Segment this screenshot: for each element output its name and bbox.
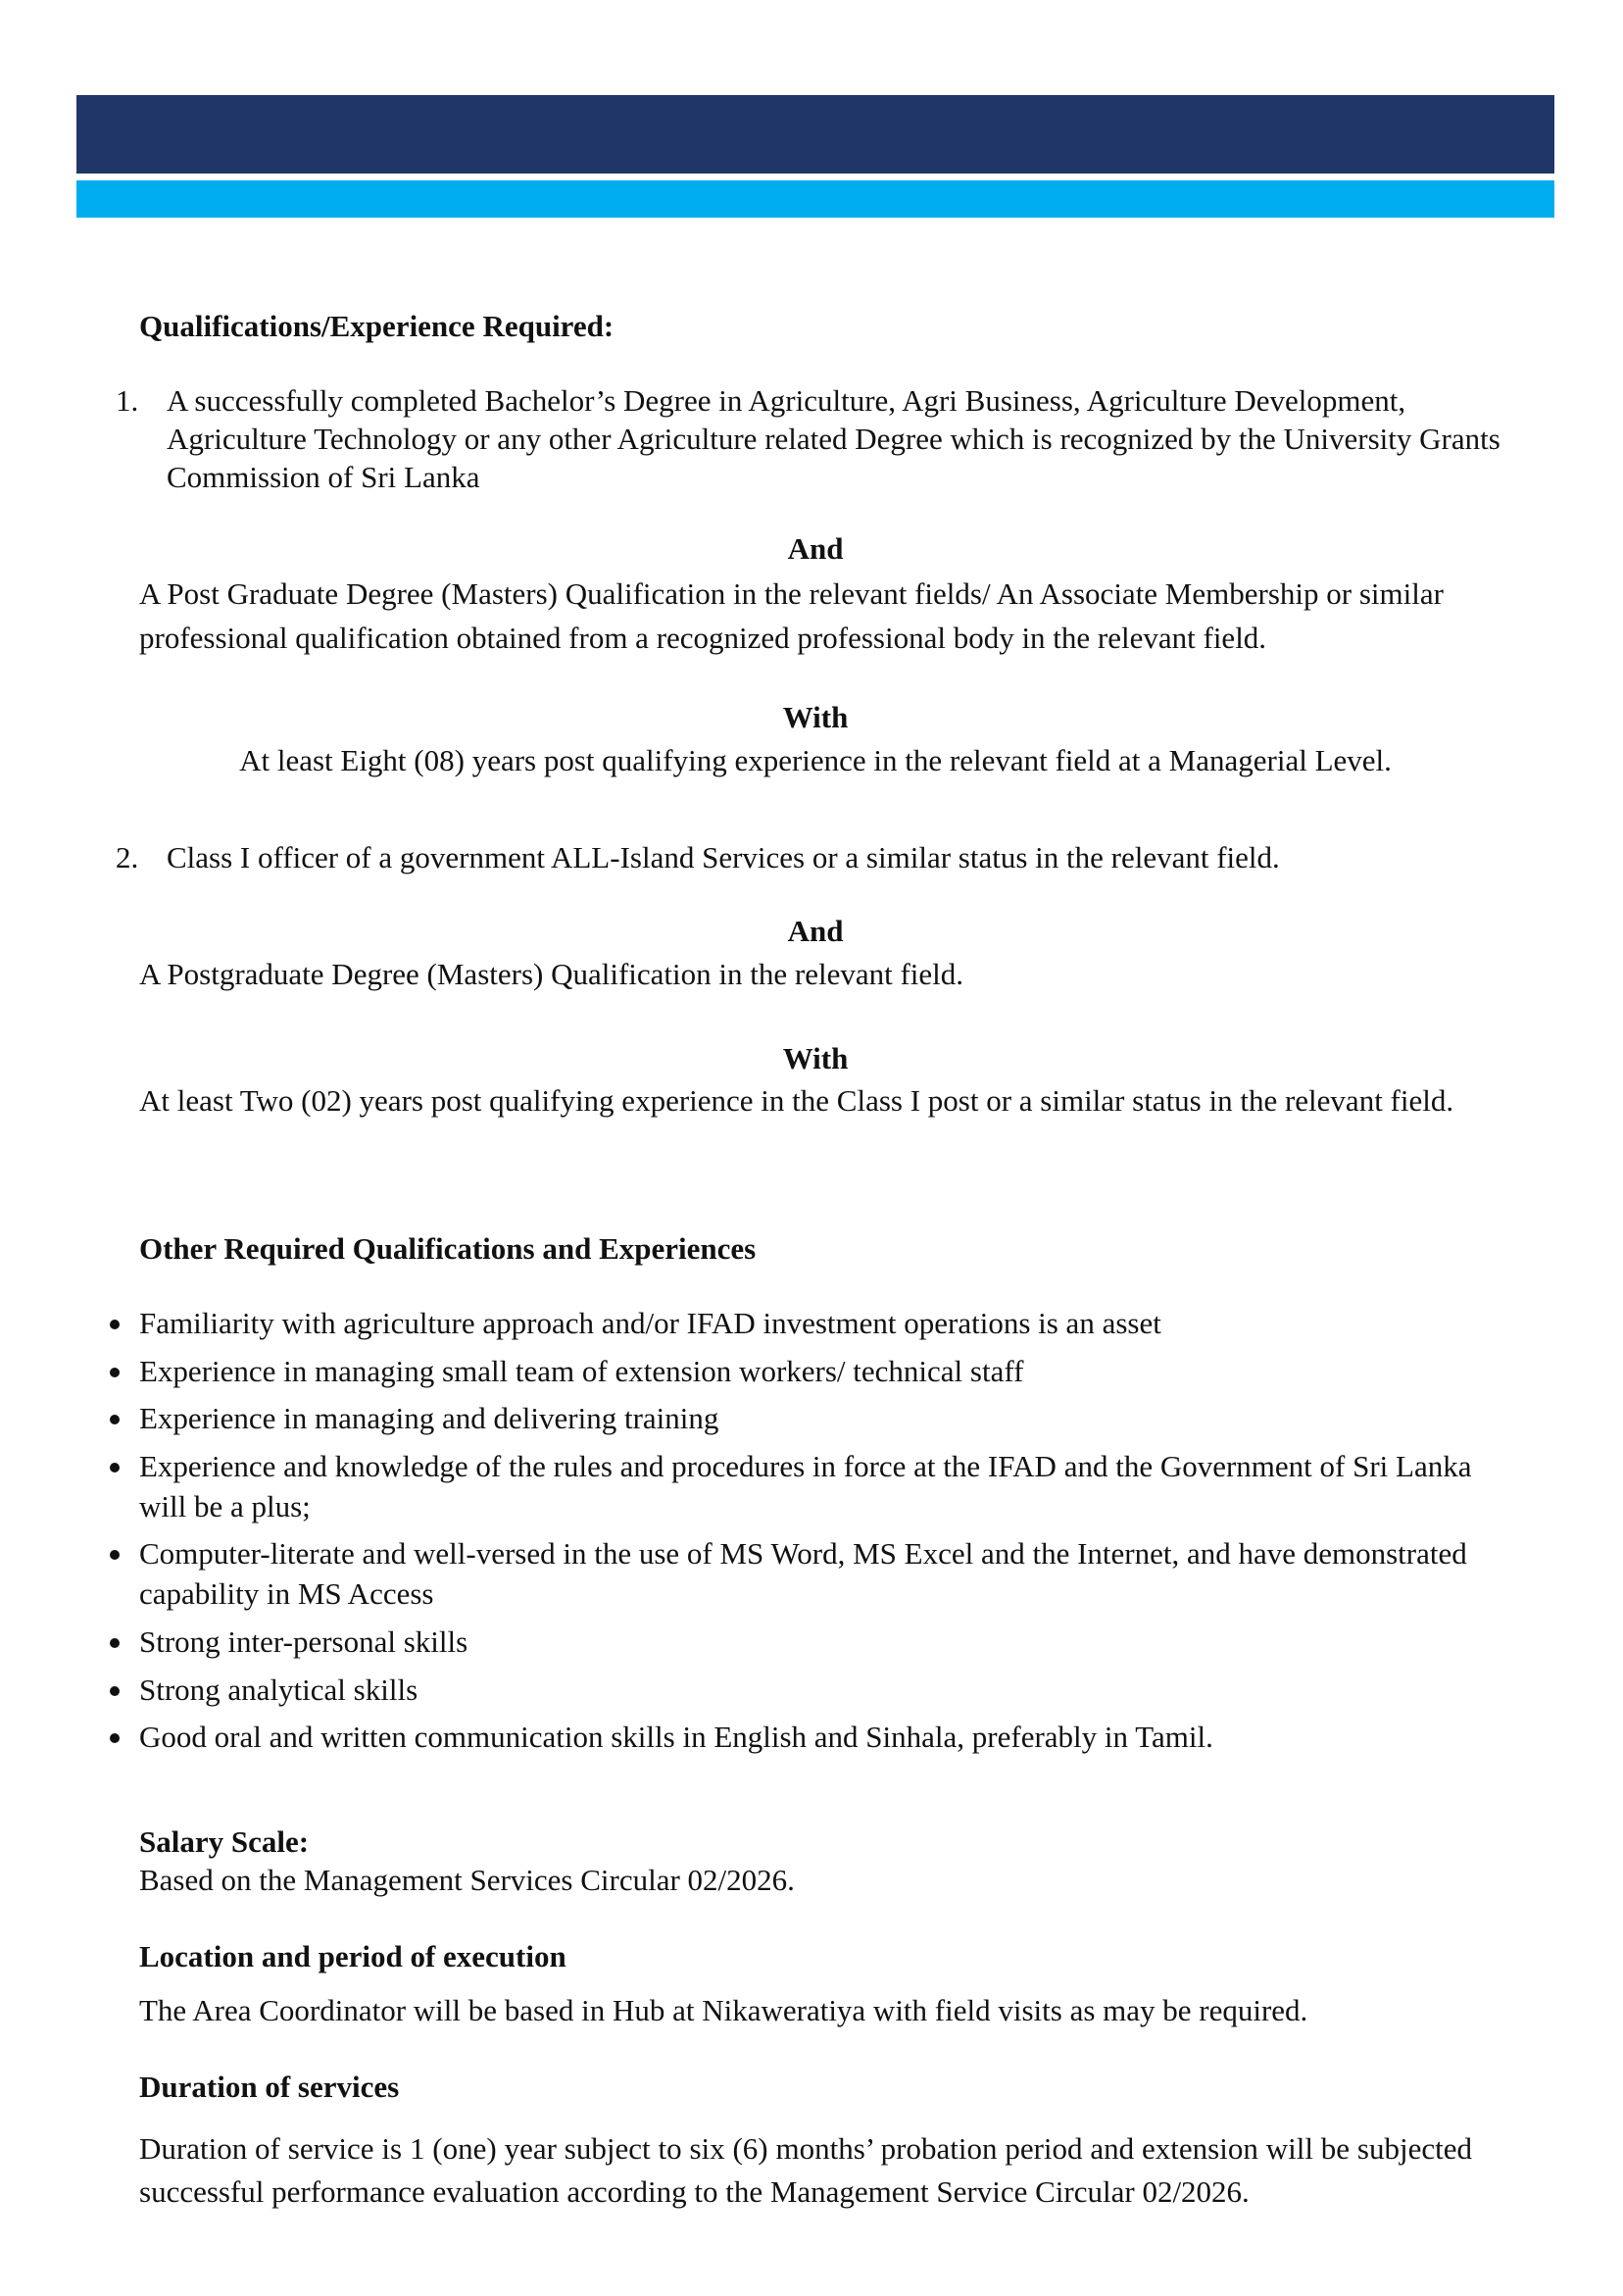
location-text: The Area Coordinator will be based in Hub at Nikaweratiya with field visits as may be required.: [139, 1993, 1308, 2027]
list-item: Experience and knowledge of the rules and procedures in force at the IFAD and the Government of Sri Lanka will be a plus;: [110, 1446, 1521, 1526]
header-band-light: [76, 180, 1554, 218]
option-2-and-label: And: [787, 914, 844, 948]
duration-heading: Duration of services: [139, 2070, 400, 2104]
option-1-number: 1.: [116, 383, 139, 418]
header-band-dark: [76, 95, 1554, 174]
list-item: Computer-literate and well-versed in the use of MS Word, MS Excel and the Internet, and have demonstrated capability in MS Access: [110, 1533, 1521, 1614]
bullet-icon: [110, 1463, 120, 1472]
option-2-with-text: At least Two (02) years post qualifying experience in the Class I post or a similar status in the relevant field.: [139, 1083, 1454, 1118]
option-2-and-text: A Postgraduate Degree (Masters) Qualification in the relevant field.: [139, 957, 964, 991]
option-1-and-label: And: [787, 531, 844, 566]
option-1-and-text: A Post Graduate Degree (Masters) Qualification in the relevant fields/ An Associate Membership or similar professional qualification obtained from a recognized professional body in the relevant field.: [139, 576, 1444, 655]
salary-heading: Salary Scale:: [139, 1824, 310, 1859]
salary-text: Based on the Management Services Circular 02/2026.: [139, 1863, 795, 1897]
bullet-icon: [110, 1320, 120, 1329]
option-1-text: A successfully completed Bachelor’s Degree in Agriculture, Agri Business, Agriculture Development, Agriculture Technology or any other Agriculture related Degree which is recognized by the University Grants Commission of Sri Lanka: [167, 383, 1500, 494]
bullet-icon: [110, 1733, 120, 1743]
bullet-icon: [110, 1368, 120, 1377]
list-item: Strong analytical skills: [110, 1670, 1521, 1710]
option-2-with-label: With: [782, 1041, 849, 1075]
list-item: Experience in managing small team of extension workers/ technical staff: [110, 1351, 1521, 1391]
list-item: Good oral and written communication skills in English and Sinhala, preferably in Tamil.: [110, 1717, 1521, 1757]
list-item: Strong inter-personal skills: [110, 1622, 1521, 1662]
other-qualifications-list: [110, 1303, 1521, 1765]
duration-text: Duration of service is 1 (one) year subject to six (6) months’ probation period and extension will be subjected successful performance evaluation according to the Management Service Circular 02/2026.: [139, 2131, 1472, 2209]
bullet-icon: [110, 1550, 120, 1560]
bullet-icon: [110, 1638, 120, 1648]
location-heading: Location and period of execution: [139, 1939, 566, 1973]
other-qualifications-heading: Other Required Qualifications and Experiences: [139, 1231, 757, 1266]
bullet-icon: [110, 1415, 120, 1424]
qualifications-heading: Qualifications/Experience Required:: [139, 309, 615, 343]
list-item: Familiarity with agriculture approach and/or IFAD investment operations is an asset: [110, 1303, 1521, 1343]
option-1-with-text: At least Eight (08) years post qualifying experience in the relevant field at a Managerial Level.: [239, 743, 1392, 777]
bullet-icon: [110, 1686, 120, 1696]
list-item: Experience in managing and delivering training: [110, 1398, 1521, 1438]
option-2-number: 2.: [116, 840, 139, 874]
option-1-with-label: With: [782, 700, 849, 734]
option-2-text: Class I officer of a government ALL-Island Services or a similar status in the relevant field.: [167, 840, 1280, 874]
